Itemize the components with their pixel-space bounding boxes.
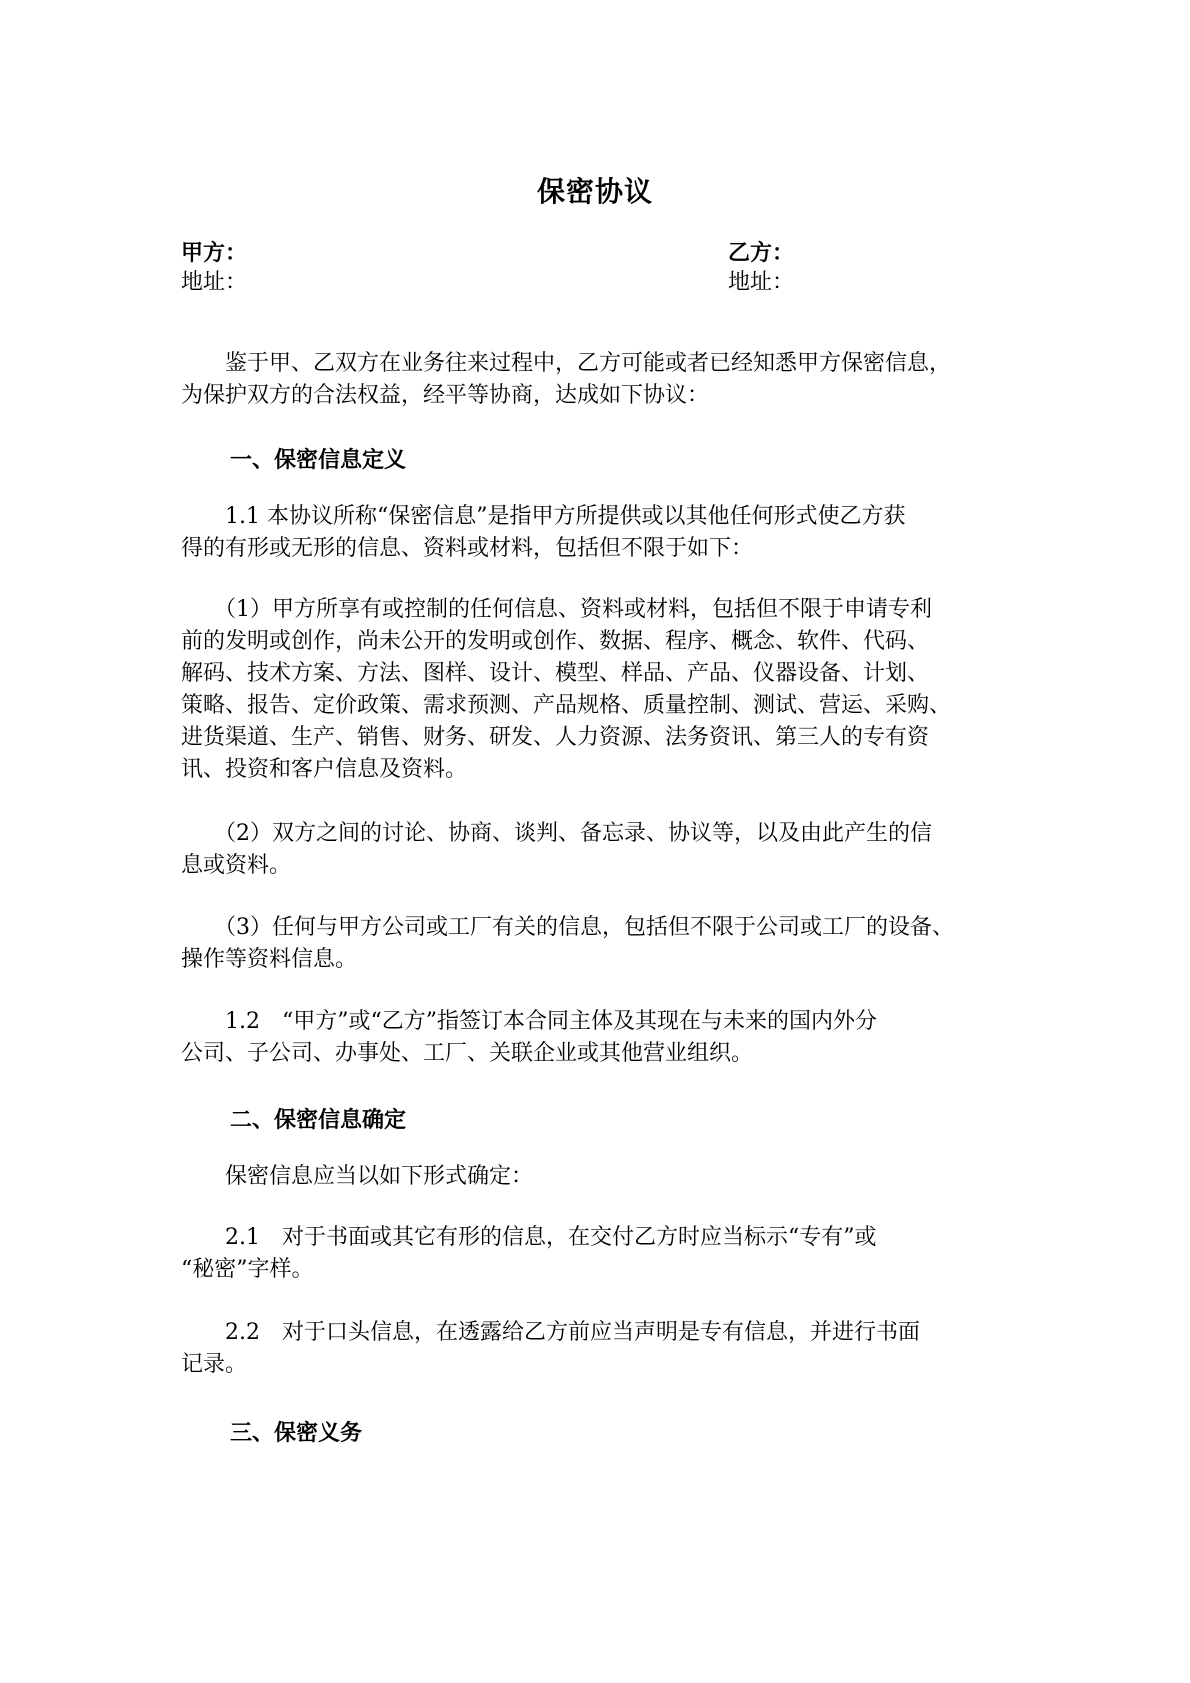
preamble: 鉴于甲、乙双方在业务往来过程中，乙方可能或者已经知悉甲方保密信息， 为保护双方的合法权益，经平等协商，达成如下协议： <box>181 351 952 408</box>
party-a-block <box>181 238 247 298</box>
clause-1-1: 1.1 本协议所称“保密信息”是指甲方所提供或以其他任何形式使乙方获 得的有形或无形的信息、资料或材料，包括但不限于如下： <box>181 504 906 561</box>
section-2-heading: 二、保密信息确定 <box>230 1107 407 1133</box>
party-a-address-label: 地址： <box>181 270 248 295</box>
section-2-intro: 保密信息应当以如下形式确定： <box>181 1164 534 1189</box>
section-3-heading: 三、保密义务 <box>230 1420 363 1446</box>
document-title: 保密协议 <box>536 175 653 208</box>
clause-2-2: 2.2 对于口头信息，在透露给乙方前应当声明是专有信息，并进行书面 记录。 <box>181 1320 920 1377</box>
clause-1-2: 1.2 “甲方”或“乙方”指签订本合同主体及其现在与未来的国内外分 公司、子公司、办事处、工厂、关联企业或其他营业组织。 <box>181 1009 877 1066</box>
clause-1-1-item-1: （1）甲方所享有或控制的任何信息、资料或材料，包括但不限于申请专利 前的发明或创作，尚未公开的发明或创作、数据、程序、概念、软件、代码、 解码、技术方案、方法、图样、设计、模型、样品、产品、仪器设备、计划、 策略、报告、定价政策、需求预测、产品规格、质量控制、测试、营运、采购、 进货渠道、生产、销售、财务、研发、人力资源、法务资讯、第三人的专有资 讯、投资和客户信息及资料。 <box>181 597 952 782</box>
party-b-block <box>728 238 794 298</box>
party-a-label: 甲方： <box>181 240 248 266</box>
party-b-address-label: 地址： <box>728 270 795 295</box>
clause-1-1-item-2: （2）双方之间的讨论、协商、谈判、备忘录、协议等，以及由此产生的信 息或资料。 <box>181 821 932 878</box>
clause-1-1-item-3: （3）任何与甲方公司或工厂有关的信息，包括但不限于公司或工厂的设备、 操作等资料信息。 <box>181 915 954 972</box>
clause-2-1: 2.1 对于书面或其它有形的信息，在交付乙方时应当标示“专有”或 “秘密”字样。 <box>181 1225 877 1282</box>
party-b-label: 乙方： <box>728 240 795 266</box>
section-1-heading: 一、保密信息定义 <box>230 447 407 473</box>
